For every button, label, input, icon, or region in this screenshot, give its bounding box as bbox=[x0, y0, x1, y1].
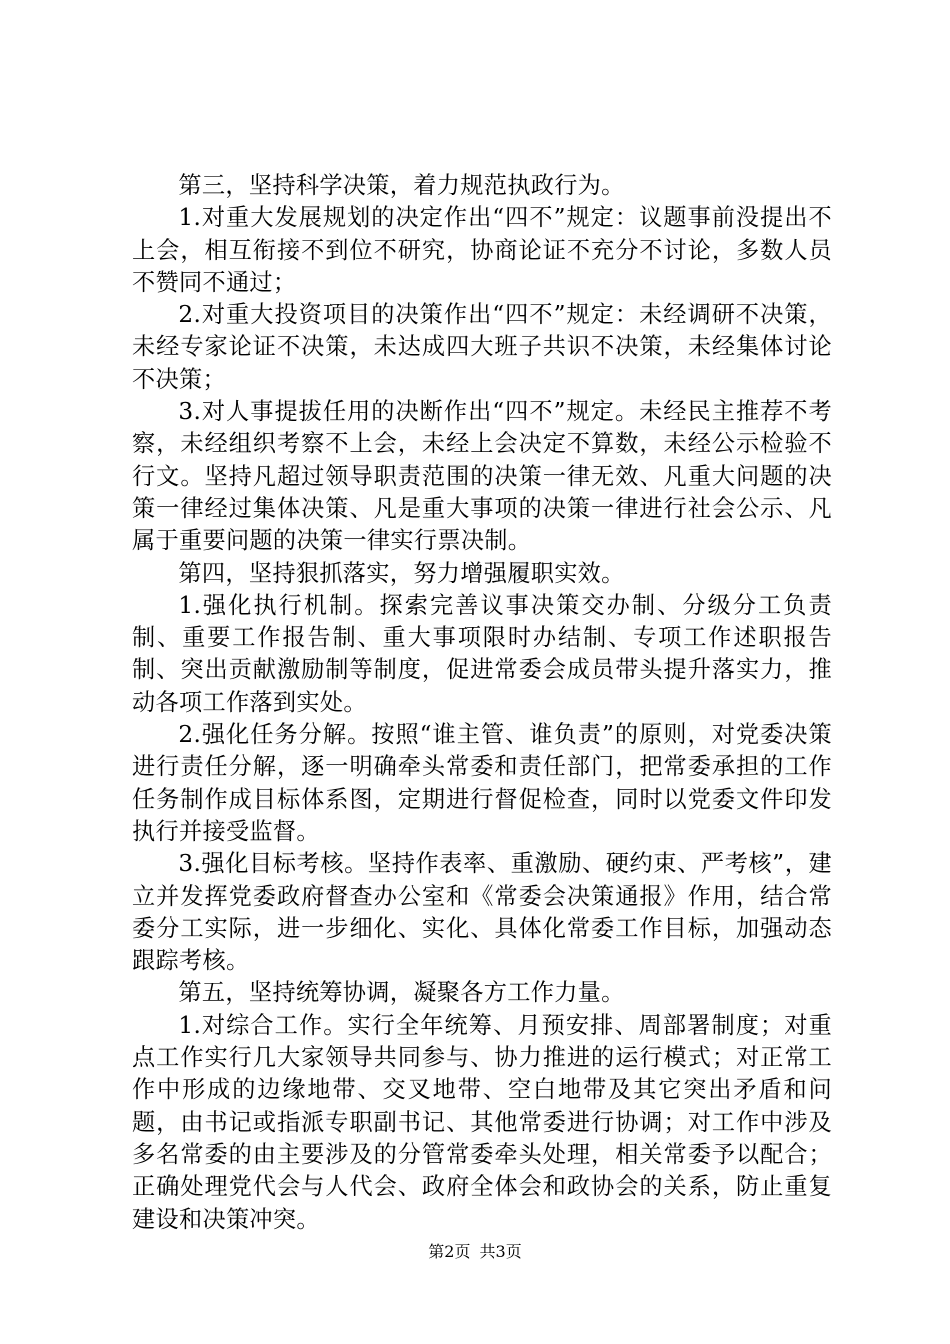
page-number: 第2页 bbox=[428, 1242, 471, 1261]
page-footer bbox=[0, 1242, 950, 1262]
paragraph: 3.对人事提拔任用的决断作出“四不”规定。未经民主推荐不考察，未经组织考察不上会，未经上会决定不算数，未经公示检验不行文。坚持凡超过领导职责范围的决策一律无效、凡重大问题的决策一律经过集体决策、凡是重大事项的决策一律进行社会公示、凡属于重要问题的决策一律实行票决制。 bbox=[132, 398, 832, 555]
paragraph: 第四，坚持狠抓落实，努力增强履职实效。 bbox=[178, 559, 625, 587]
page-total: 共3页 bbox=[479, 1242, 522, 1261]
paragraph: 2.对重大投资项目的决策作出“四不”规定：未经调研不决策，未经专家论证不决策，未达成四大班子共识不决策，未经集体讨论不决策； bbox=[132, 301, 832, 393]
paragraph: 2.强化任务分解。按照“谁主管、谁负责”的原则，对党委决策进行责任分解，逐一明确牵头常委和责任部门，把常委承担的工作任务制作成目标体系图，定期进行督促检查，同时以党委文件印发执行并接受监督。 bbox=[132, 721, 832, 845]
paragraph: 3.强化目标考核。坚持作表率、重激励、硬约束、严考核”，建立并发挥党委政府督查办公室和《常委会决策通报》作用，结合常委分工实际，进一步细化、实化、具体化常委工作目标，加强动态跟踪考核。 bbox=[132, 850, 832, 975]
paragraph: 1.强化执行机制。探索完善议事决策交办制、分级分工负责制、重要工作报告制、重大事项限时办结制、专项工作述职报告制、突出贡献激励制等制度，促进常委会成员带头提升落实力，推动各项工作落到实处。 bbox=[132, 591, 832, 716]
paragraph: 第五，坚持统筹协调，凝聚各方工作力量。 bbox=[178, 979, 625, 1007]
paragraph: 第三，坚持科学决策，着力规范执政行为。 bbox=[178, 172, 625, 199]
paragraph: 1.对重大发展规划的决定作出“四不”规定：议题事前没提出不上会，相互衔接不到位不研究，协商论证不充分不讨论，多数人员不赞同不通过； bbox=[132, 204, 832, 296]
document-body bbox=[132, 170, 832, 1236]
paragraph: 1.对综合工作。实行全年统筹、月预安排、周部署制度；对重点工作实行几大家领导共同参与、协力推进的运行模式；对正常工作中形成的边缘地带、交叉地带、空白地带及其它突出矛盾和问题，由书记或指派专职副书记、其他常委进行协调；对工作中涉及多名常委的由主要涉及的分管常委牵头处理，相关常委予以配合；正确处理党代会与人代会、政府全体会和政协会的关系，防止重复建设和决策冲突。 bbox=[132, 1011, 832, 1233]
